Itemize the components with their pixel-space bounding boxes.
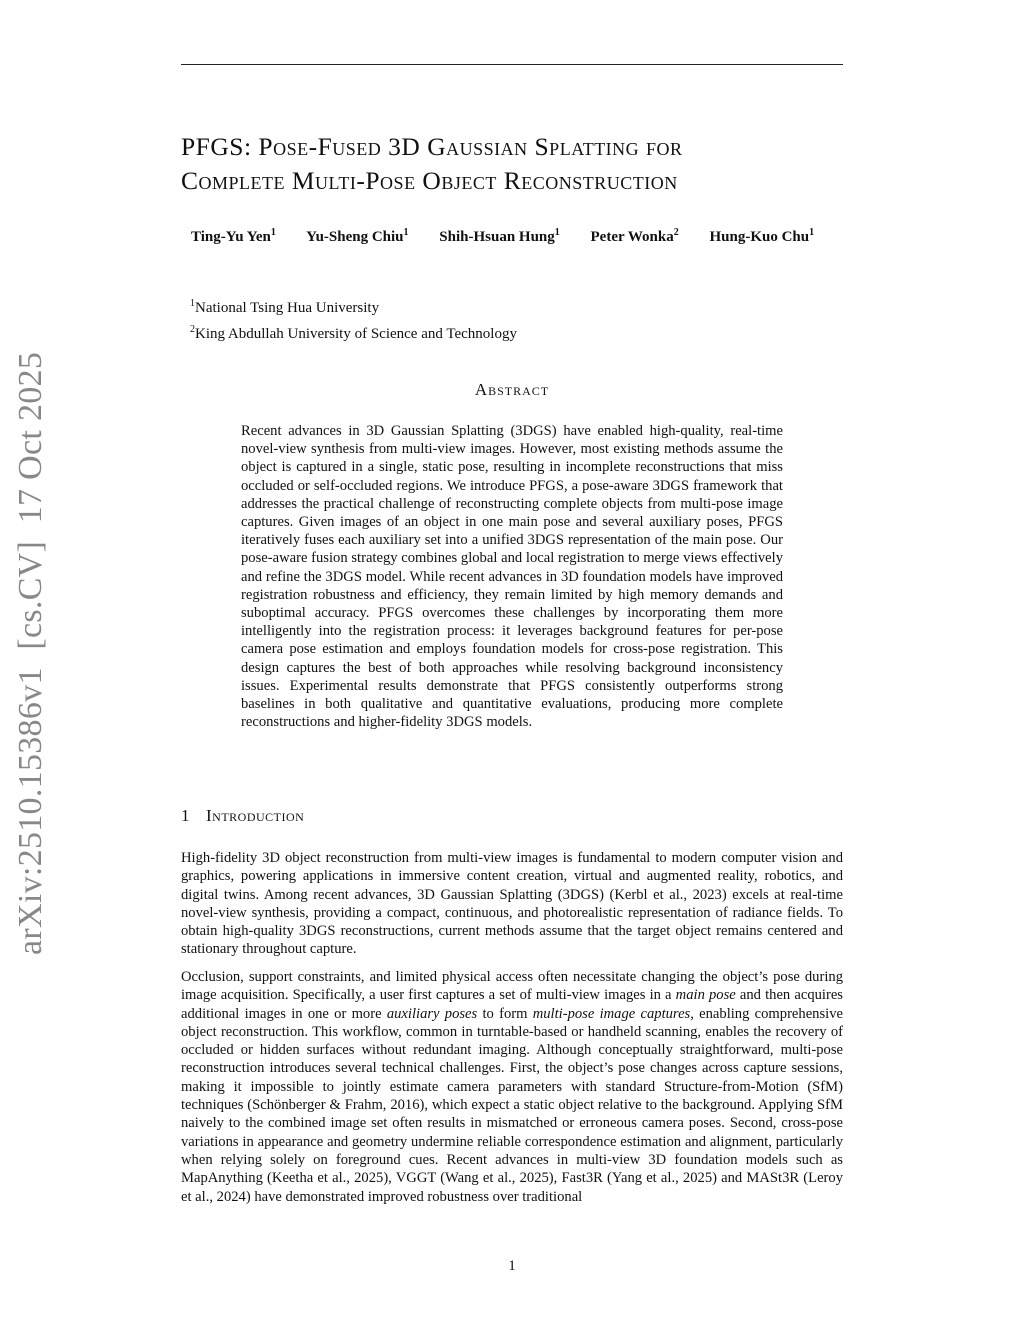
header-rule [181,64,843,65]
title-line-2: Complete Multi-Pose Object Reconstruction [181,166,678,195]
author [439,229,559,245]
author-name: Yu-Sheng Chiu [306,229,404,245]
author-affiliation-mark: 1 [554,227,560,238]
affiliation [190,293,517,319]
author [709,229,814,245]
text-run: Occlusion, support constraints, and limited physical access often necessitate changing the object’s pose during image acquisition. Specifically, a user first captures a set of multi-view images in a [181,969,843,1004]
page-number: 1 [508,1258,516,1274]
author-list [191,227,814,246]
affiliations [190,293,517,345]
emphasis-text: main pose [675,987,736,1004]
author-affiliation-mark: 2 [673,227,679,238]
author-name: Shih-Hsuan Hung [439,229,555,245]
author-name: Peter Wonka [590,229,674,245]
affiliation-number: 2 [190,324,195,335]
emphasis-text: multi-pose image captures [532,1005,691,1022]
author-affiliation-mark: 1 [809,227,815,238]
author-affiliation-mark: 1 [403,227,409,238]
intro-paragraph-1: High-fidelity 3D object reconstruction from multi-view images is fundamental to modern computer vision and graphics, powering applications in immersive content creation, virtual and augmented reality, robotics, and digital twins. Among recent advances, 3D Gaussian Splatting (3DGS) (Kerbl et al., 2023) excels at real-time novel-view synthesis, providing a compact, continuous, and photorealistic representation of radiance fields. To obtain high-quality 3DGS reconstructions, current methods assume that the target object remains centered and stationary throughout capture. [181,850,843,958]
author [306,229,408,245]
author [191,229,276,245]
author [591,229,679,245]
emphasis-text: auxiliary poses [386,1005,478,1022]
affiliation-name: National Tsing Hua University [195,300,380,316]
arxiv-id-text: arXiv:2510.15386v1 [cs.CV] 17 Oct 2025 [12,351,49,955]
author-name: Ting-Yu Yen [191,229,271,245]
abstract-text: Recent advances in 3D Gaussian Splatting (3DGS) have enabled high-quality, real-time novel-view synthesis from multi-view images. However, most existing methods assume the object is captured in a single, static pose, resulting in incomplete reconstructions that miss occluded or self-occluded regions. We introduce PFGS, a pose-aware 3DGS framework that addresses the practical challenge of reconstructing complete objects from multi-pose image captures. Given images of an object in one main pose and several auxiliary poses, PFGS iteratively fuses each auxiliary set into a unified 3DGS representation of the main pose. Our pose-aware fusion strategy combines global and local registration to merge views effectively and refine the 3DGS model. While recent advances in 3D foundation models have improved registration robustness and efficiency, they remain limited by high memory demands and suboptimal accuracy. PFGS overcomes these challenges by incorporating them more intelligently into the registration process: it leverages background features for per-pose camera pose estimation and employs foundation models for cross-pose registration. This design captures the best of both approaches while resolving background inconsistency issues. Experimental results demonstrate that PFGS consistently outperforms strong baselines in both qualitative and quantitative evaluations, producing more complete reconstructions and higher-fidelity 3DGS models. [241,423,783,731]
paper-title [181,130,861,198]
affiliation-name: King Abdullah University of Science and Technology [195,326,517,342]
intro-paragraph-2 [181,968,843,1206]
affiliation [190,319,517,345]
author-affiliation-mark: 1 [270,227,276,238]
abstract-heading: Abstract [474,380,550,399]
title-line-1: PFGS: Pose-Fused 3D Gaussian Splatting for [181,132,683,161]
section-number: 1 [181,806,190,825]
text-run: to form [477,1005,533,1022]
arxiv-identifier [12,352,50,955]
text-run: , enabling comprehensive object reconstruction. This workflow, common in turntable-based or handheld scanning, enables the recovery of occluded or hidden surfaces without redundant imaging. Although conceptually straightforward, multi-pose reconstruction introduces several technical challenges. First, the object’s pose changes across capture sessions, making it impossible to jointly estimate camera parameters with standard Structure-from-Motion (SfM) techniques (Schönberger & Frahm, 2016), which expect a static object relative to the background. Applying SfM naively to the combined image set often results in mismatched or erroneous camera poses. Second, cross-pose variations in appearance and geometry undermine reliable correspondence estimation and alignment, particularly when relying solely on foreground cues. Recent advances in multi-view 3D foundation models such as MapAnything (Keetha et al., 2025), VGGT (Wang et al., 2025), Fast3R (Yang et al., 2025) and MASt3R (Leroy et al., 2024) have demonstrated improved robustness over traditional [181,1005,843,1205]
section-title: Introduction [206,806,305,825]
text-run: and then acquires additional images in one or more [181,987,843,1022]
affiliation-number: 1 [190,298,195,309]
section-heading [181,806,304,826]
author-name: Hung-Kuo Chu [709,229,810,245]
